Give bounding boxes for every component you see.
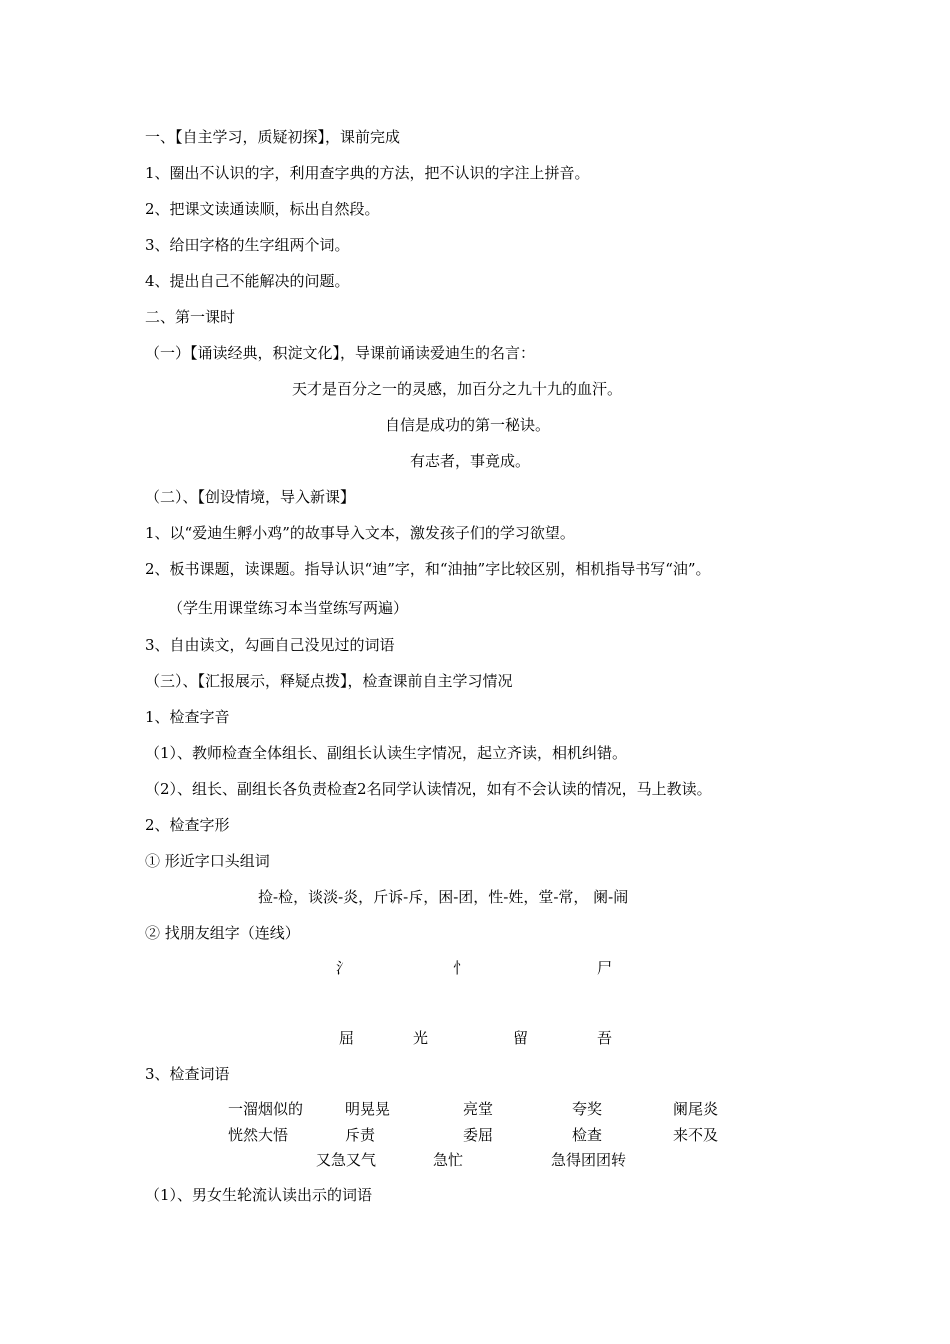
word: 明晃晃 (345, 1100, 391, 1118)
radical-water: 氵 (336, 959, 352, 977)
step-2: 2、板书课题，读课题。指导认识“迪”字，和“油抽”字比较区别，相机指导书写“油”。 (145, 560, 711, 578)
step-1: 1、以“爱迪生孵小鸡”的故事导入文本，激发孩子们的学习欲望。 (145, 524, 575, 542)
component-1: 屈 (339, 1029, 355, 1047)
word: 委屈 (463, 1126, 494, 1144)
section-1-heading: 一、【自主学习，质疑初探】，课前完成 (145, 128, 401, 146)
word: 夸奖 (572, 1100, 603, 1118)
similar-chars-heading: ① 形近字口头组词 (145, 852, 270, 870)
check-words-heading: 3、检查词语 (145, 1065, 230, 1083)
word: 又急又气 (316, 1151, 377, 1169)
similar-chars-list: 捡-检，谈淡-炎，斤诉-斥，困-团，性-姓，堂-常， 阑-闹 (258, 888, 629, 906)
word: 急得团团转 (551, 1151, 627, 1169)
task-item-2: 2、把课文读通读顺，标出自然段。 (145, 200, 380, 218)
check-pronunciation-item-2: （2）、组长、副组长各负责检查2名同学认读情况，如有不会认读的情况，马上教读。 (145, 780, 712, 798)
word: 阑尾炎 (673, 1100, 719, 1118)
step-2-note: （学生用课堂练习本当堂练写两遍） (168, 599, 409, 617)
match-chars-heading: ② 找朋友组字（连线） (145, 924, 300, 942)
task-item-4: 4、提出自己不能解决的问题。 (145, 272, 350, 290)
component-3: 留 (513, 1029, 529, 1047)
quote-1: 天才是百分之一的灵感，加百分之九十九的血汗。 (292, 380, 623, 398)
radical-heart: 忄 (453, 959, 469, 977)
word: 一溜烟似的 (228, 1100, 304, 1118)
step-3: 3、自由读文，勾画自己没见过的词语 (145, 636, 395, 654)
component-4: 吾 (597, 1029, 613, 1047)
task-item-3: 3、给田字格的生字组两个词。 (145, 236, 350, 254)
word: 亮堂 (463, 1100, 494, 1118)
word: 斥责 (345, 1126, 376, 1144)
subsection-3-heading: （三）、【汇报展示，释疑点拨】，检查课前自主学习情况 (145, 672, 513, 690)
word: 检查 (572, 1126, 603, 1144)
word: 急忙 (433, 1151, 464, 1169)
task-item-1: 1、圈出不认识的字，利用查字典的方法，把不认识的字注上拼音。 (145, 164, 590, 182)
quote-2: 自信是成功的第一秘诀。 (385, 416, 551, 434)
subsection-2-heading: （二）、【创设情境，导入新课】 (145, 488, 356, 506)
subsection-1-heading: （一）【诵读经典，积淀文化】，导课前诵读爱迪生的名言： (145, 344, 536, 362)
check-shape-heading: 2、检查字形 (145, 816, 230, 834)
quote-3: 有志者，事竟成。 (410, 452, 531, 470)
section-2-heading: 二、第一课时 (145, 308, 236, 326)
word: 来不及 (673, 1126, 719, 1144)
check-pronunciation-heading: 1、检查字音 (145, 708, 230, 726)
radical-corpse: 尸 (597, 959, 613, 977)
read-words-item-1: （1）、男女生轮流认读出示的词语 (145, 1186, 373, 1204)
component-2: 光 (413, 1029, 429, 1047)
word: 恍然大悟 (228, 1126, 289, 1144)
check-pronunciation-item-1: （1）、教师检查全体组长、副组长认读生字情况，起立齐读，相机纠错。 (145, 744, 628, 762)
